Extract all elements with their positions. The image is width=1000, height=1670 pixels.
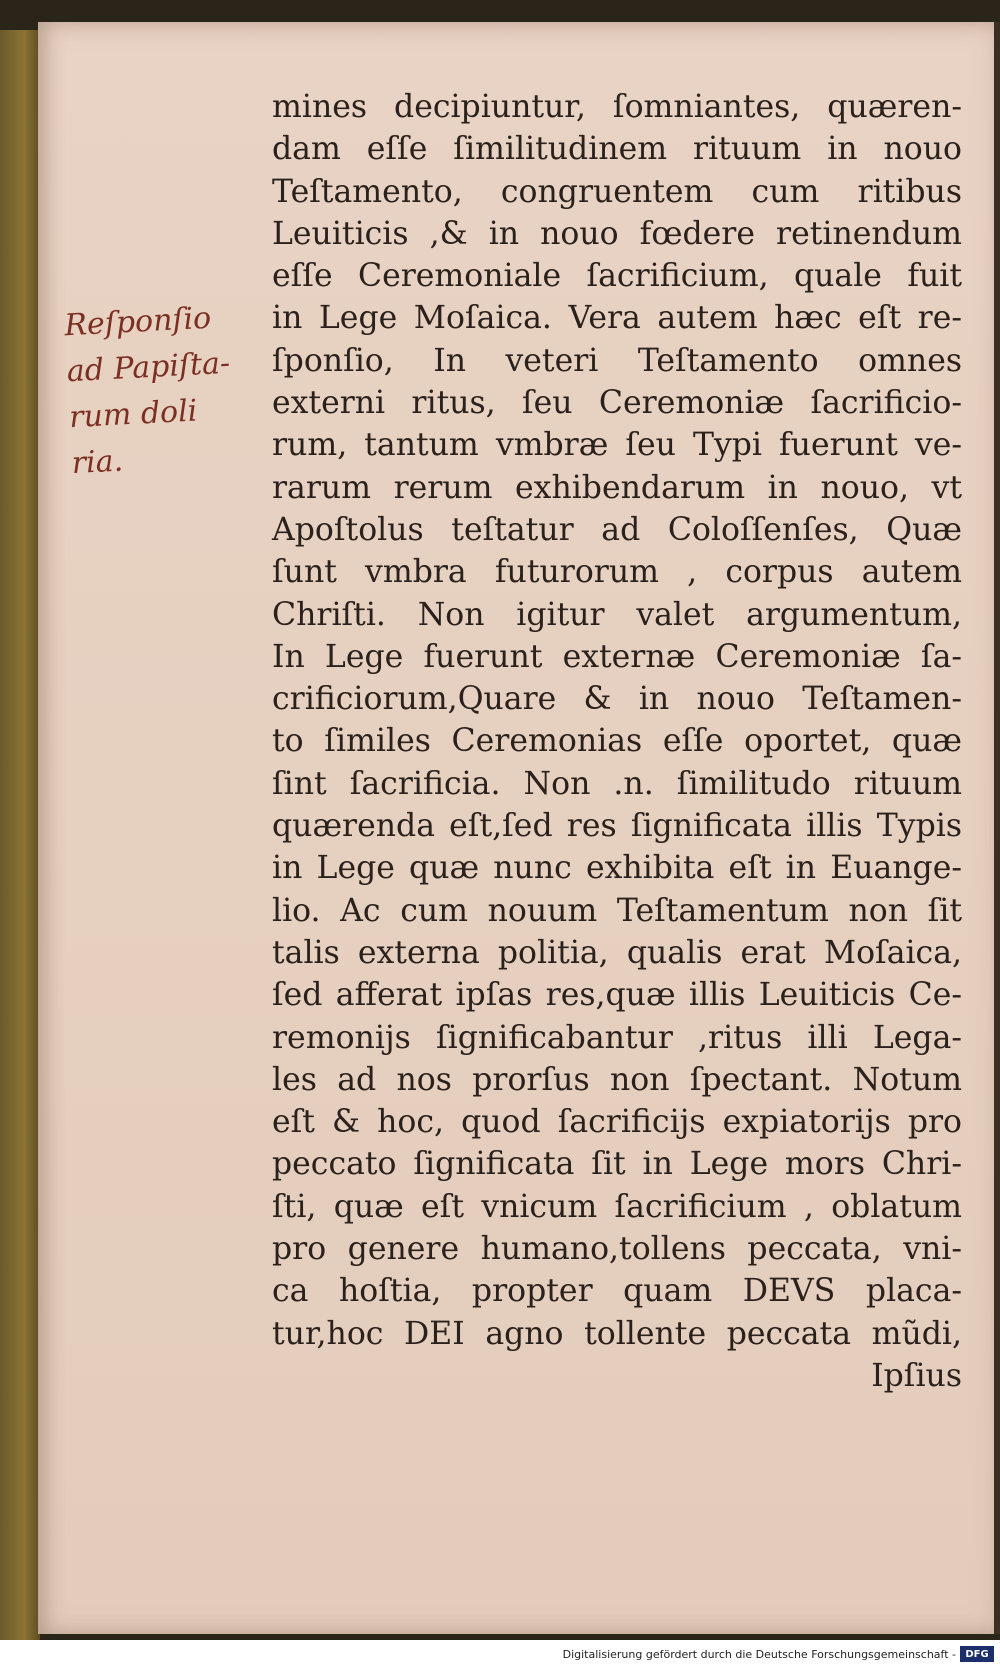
book-cover-edge [0,30,40,1640]
text-line: les ad nos prorſus non ſpectant. Notum [272,1061,962,1098]
footer-bar [0,1640,1000,1670]
catchword: Ipſius [871,1357,962,1394]
text-line: crificiorum,Quare & in nouo Teſtamen- [272,681,962,718]
text-line: pro genere humano,tollens peccata, vni- [272,1231,962,1268]
dfg-logo: DFG [960,1646,994,1662]
text-line: Chriſti. Non igitur valet argumentum, [272,596,962,633]
marginal-annotation [63,293,272,487]
text-line: ca hoſtia, propter quam DEVS placa- [272,1273,962,1310]
text-line: ſint ſacrificia. Non .n. ſimilitudo rituum [272,765,962,802]
text-line: externi ritus, ſeu Ceremoniæ ſacrificio- [272,385,962,422]
page-body-text [272,86,962,1397]
text-line: eſſe Ceremoniale ſacrificium, quale fuit [272,258,962,295]
text-line: mines decipiuntur, ſomniantes, quæren- [272,89,962,125]
text-line: to ſimiles Ceremonias eſſe oportet, quæ [272,723,962,760]
annotation-line: Reſponſio [63,300,213,344]
text-line: Leuiticis ,& in nouo fœdere retinendum [272,215,962,252]
text-line: dam eſſe ſimilitudinem rituum in nouo [272,131,962,168]
annotation-line: ria. [70,443,124,482]
text-line: ſponſio, In veteri Teſtamento omnes [272,342,962,379]
text-line: Teſtamento, congruentem cum ritibus [272,173,962,210]
page-edge-shadow [994,22,1000,1634]
text-line: remonijs ſignificabantur ,ritus illi Lega- [272,1019,962,1056]
text-line: Apoſtolus teſtatur ad Coloſſenſes, Quæ [272,511,962,548]
text-line: in Lege Moſaica. Vera autem hæc eſt re- [272,300,962,337]
text-line: rum, tantum vmbræ ſeu Typi fuerunt ve- [272,427,962,464]
text-line: ſunt vmbra futurorum , corpus autem [272,554,962,591]
text-line: in Lege quæ nunc exhibita eſt in Euange- [272,850,962,887]
text-line: rarum rerum exhibendarum in nouo, vt [272,469,962,506]
text-line: ſti, quæ eſt vnicum ſacrificium , oblatum [272,1188,962,1225]
footer-credit: Digitalisierung gefördert durch die Deutsche Forschungsgemeinschaft - [562,1648,956,1661]
annotation-line: rum doli [68,393,199,436]
text-line: tur,hoc DEI agno tollente peccata mũdi, [272,1315,962,1352]
annotation-line: ad Papiſta- [65,345,231,390]
text-line: peccato ſignificata ſit in Lege mors Chri- [272,1146,962,1183]
text-line: quærenda eſt,ſed res ſignificata illis Typis [272,808,962,845]
text-line: lio. Ac cum nouum Teſtamentum non ſit [272,892,962,929]
text-line: talis externa politia, qualis erat Moſaica, [272,934,962,971]
text-line: eſt & hoc, quod ſacrificijs expiatorijs pro [272,1104,962,1141]
text-line: ſed afferat ipſas res,quæ illis Leuiticis Ce- [272,977,962,1014]
text-line: In Lege fuerunt externæ Ceremoniæ ſa- [272,638,962,675]
